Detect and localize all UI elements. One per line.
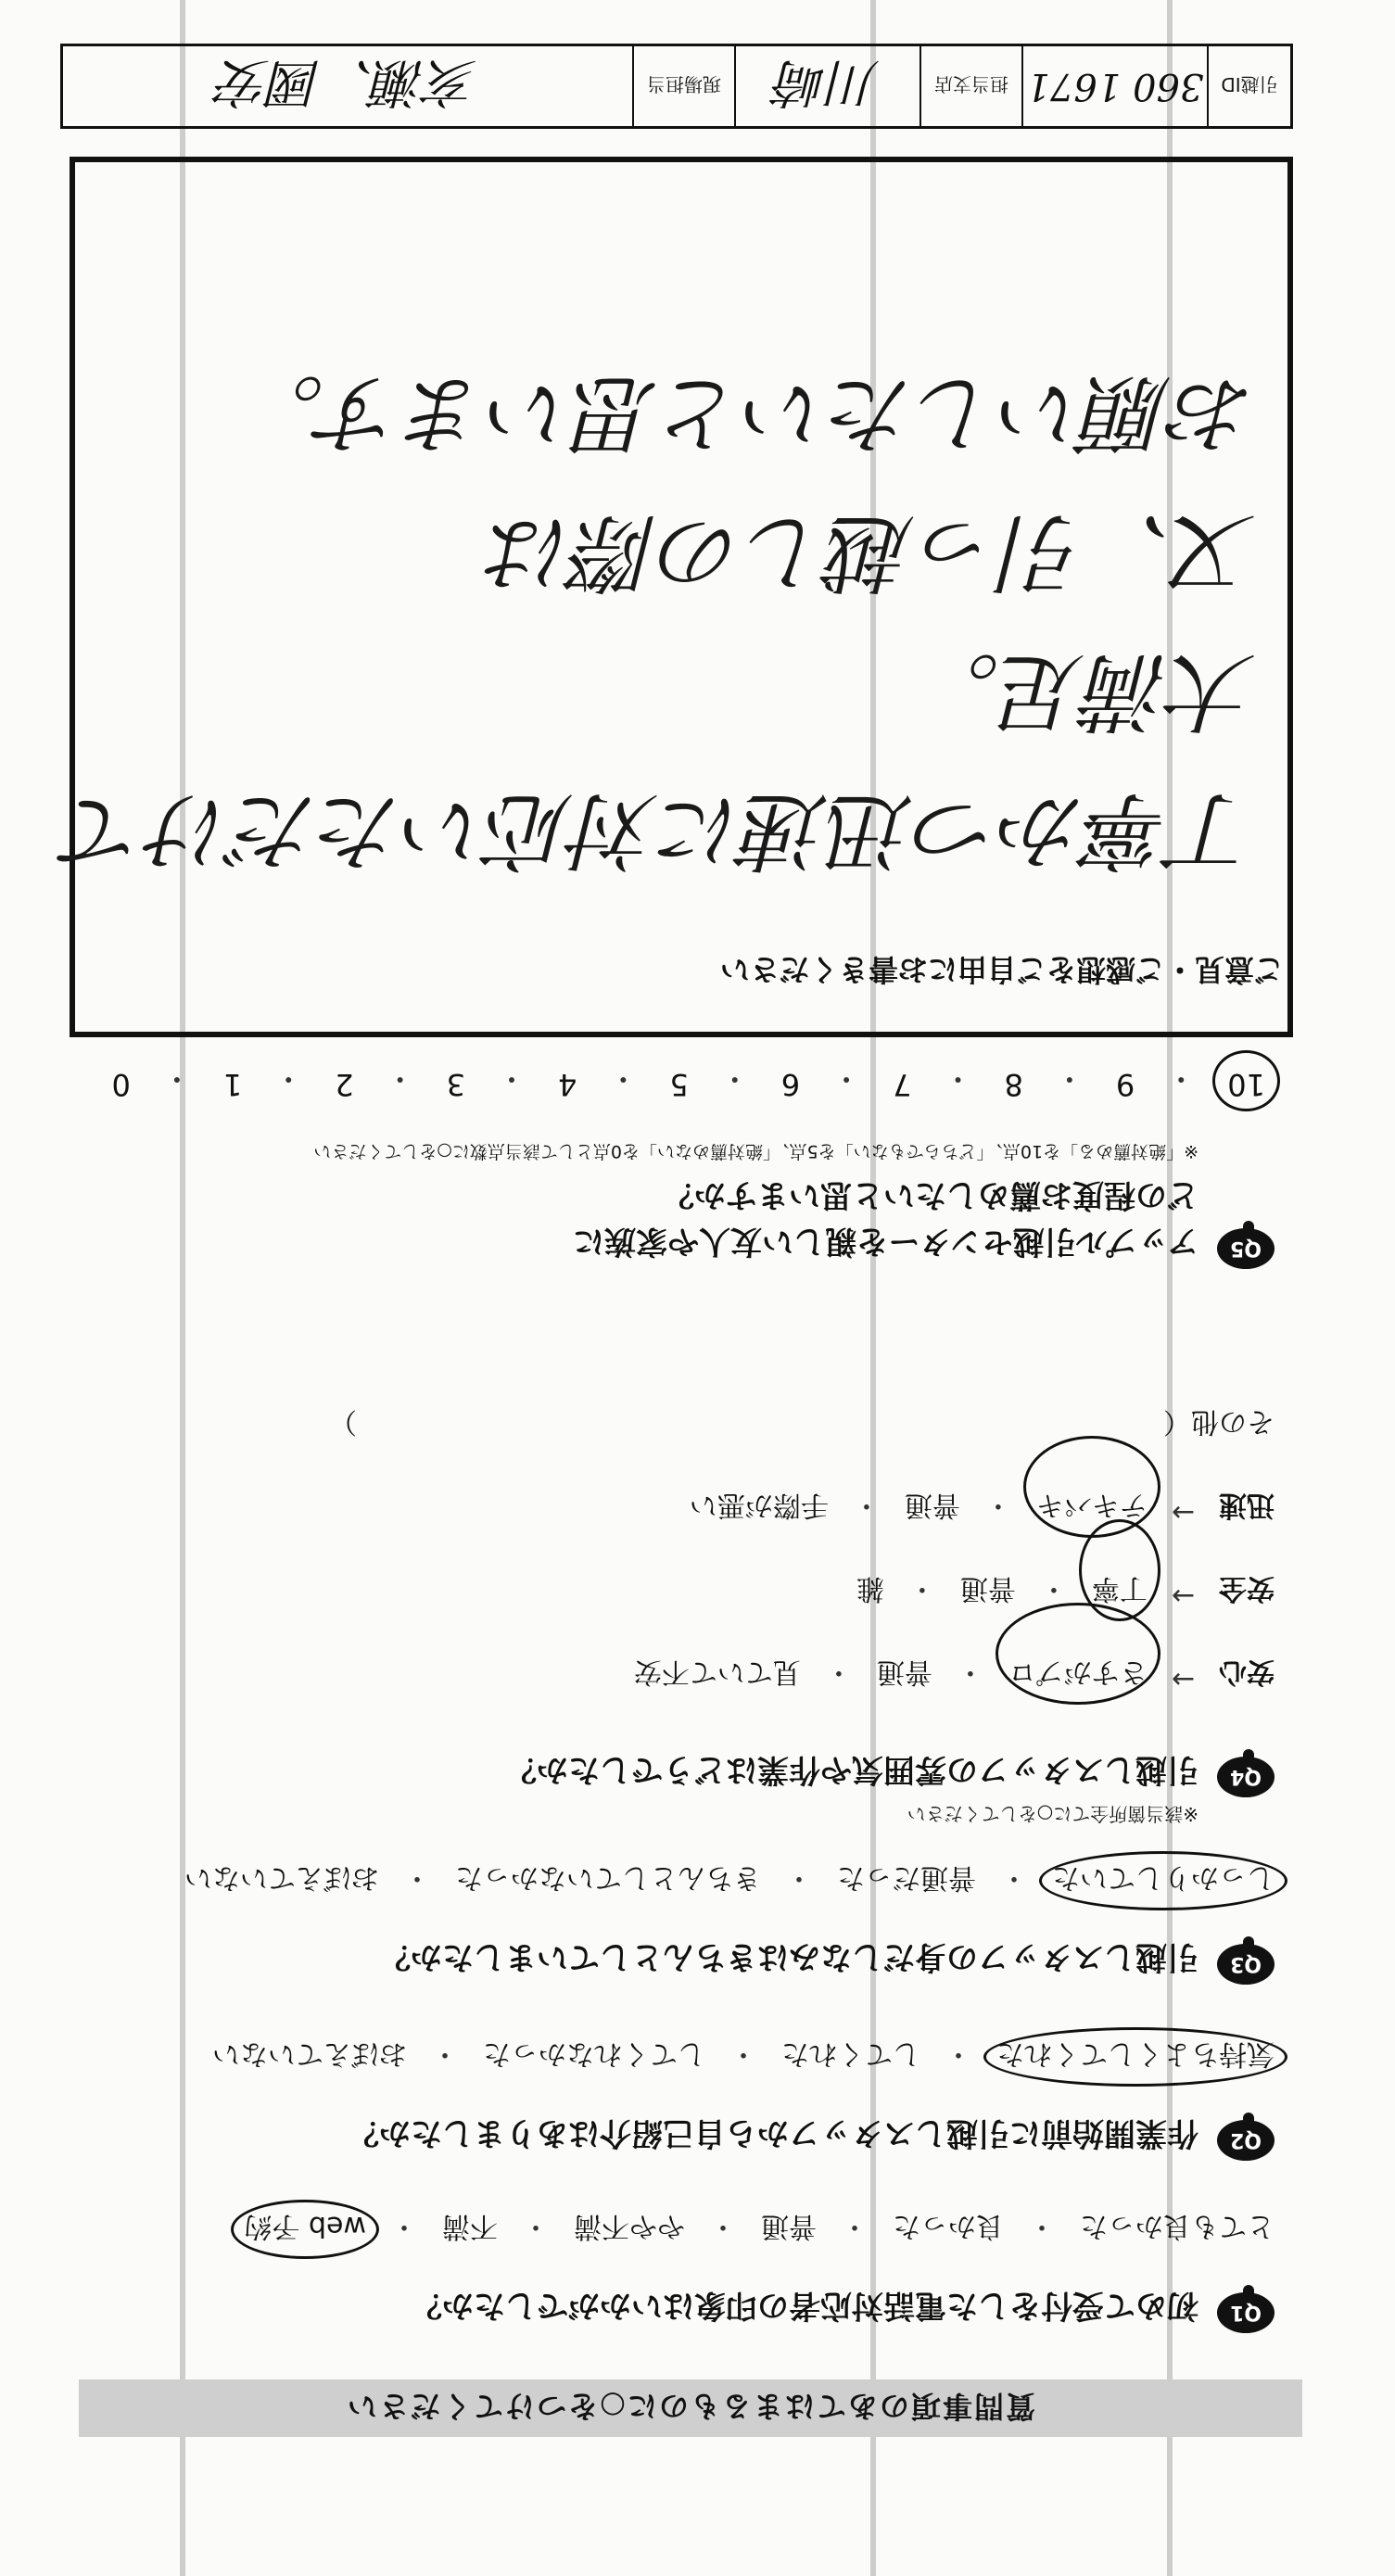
option: 手際が悪い <box>689 1489 829 1521</box>
score: 5 <box>669 1067 689 1102</box>
score: 0 <box>111 1067 131 1102</box>
option: 普通 <box>959 1572 1016 1605</box>
option: 雑 <box>856 1572 884 1605</box>
option-circled: さすがプロ <box>1008 1612 1148 1695</box>
answer-options: 気持ちよくしてくれた ・ してくれた ・ してくれなかった ・ おぼえていない <box>212 2037 1275 2077</box>
other-row <box>329 1362 1275 1445</box>
option: やや不満 <box>574 2210 685 2242</box>
answer-row: 安全 → 丁寧 ・ 普通 ・ 雑 <box>329 1529 1275 1612</box>
question-text: 作業開始前に引越しスタッフから自己紹介はありましたか？ <box>348 2114 1198 2151</box>
option-circled: 気持ちよくしてくれた <box>996 2037 1275 2077</box>
branch-label: 担当支店 <box>919 46 1021 126</box>
score: 3 <box>446 1067 466 1102</box>
row-label: 安心 <box>1219 1656 1275 1688</box>
question-text: 引越しスタッフの雰囲気や作業はどうでしたか？ <box>505 1751 1198 1788</box>
question-badge: Q3 <box>1217 1944 1275 1985</box>
option-circled: テキパキ <box>1036 1445 1148 1529</box>
answer-options: しっかりしていた ・ 普通だった ・ きちんとしていなかった ・ おぼえていない <box>184 1860 1275 1901</box>
option: 普通 <box>904 1489 960 1521</box>
option-circled: web 予約 <box>244 2209 366 2250</box>
score: 9 <box>1115 1067 1135 1102</box>
handwritten-line: 丁寧かつ迅速に対応いただけて <box>61 780 1256 880</box>
info-table <box>60 44 1293 129</box>
option: おぼえていない <box>184 1861 379 1894</box>
answer-rows <box>329 1362 1275 1695</box>
question-badge: Q2 <box>1217 2120 1275 2161</box>
score: 6 <box>780 1067 801 1102</box>
instructions-band: 質問事項のあてはまるものに○をつけてください <box>79 2379 1302 2437</box>
score: 8 <box>1004 1067 1023 1102</box>
leader-label: 現場担当 <box>632 46 734 126</box>
question-note: ※「絶対薦める」を10点、「どちらでもない」を5点、「絶対薦めない」を0点として該当点数に○をしてください <box>313 1141 1198 1161</box>
option: 良かった <box>893 2210 1004 2242</box>
question-text: アップル引越センターを親しい友人や家族に <box>573 1223 1198 1260</box>
handwritten-line: 又、引っ越しの際は <box>488 502 1256 602</box>
answer-options: とても良かった ・ 良かった ・ 普通 ・ やや不満 ・ 不満 ・ web 予約 <box>244 2209 1275 2250</box>
answer-row: 安心 → さすがプロ ・ 普通 ・ 見ていて不安 <box>329 1612 1275 1695</box>
comment-title: ご意見・ご感想をご自由にお書きください <box>719 952 1284 987</box>
option-circled: しっかりしていた <box>1052 1860 1275 1901</box>
leader-value: 亥瀬、國安 <box>218 52 477 112</box>
option: してくれなかった <box>483 2037 705 2070</box>
row-label: 迅速 <box>1219 1489 1275 1521</box>
score: 7 <box>893 1067 912 1102</box>
id-value: 360 1671 <box>1021 46 1207 126</box>
option: してくれた <box>781 2037 920 2070</box>
id-label: 引越ID <box>1207 46 1290 126</box>
question-text-line2: どの程度お薦めしたいと思いますか？ <box>663 1176 1198 1213</box>
option: 普通だった <box>837 1861 976 1894</box>
row-label: 安全 <box>1219 1572 1275 1605</box>
handwritten-line: 大満足。 <box>914 641 1256 741</box>
option: きちんとしていなかった <box>455 1861 761 1894</box>
score: 2 <box>335 1067 354 1102</box>
score-scale: 10 ・ 9 ・ 8 ・ 7 ・ 6 ・ 5 ・ 4 ・ 3 ・ 2 ・ 1 ・ 0 <box>111 1061 1265 1102</box>
score: 1 <box>222 1067 243 1102</box>
option: おぼえていない <box>212 2037 407 2070</box>
score-circled: 10 <box>1227 1060 1265 1102</box>
option: 普通 <box>761 2210 817 2242</box>
question-badge: Q4 <box>1217 1757 1275 1797</box>
option: 不満 <box>442 2210 498 2242</box>
question-badge: Q5 <box>1217 1228 1275 1269</box>
other-label: その他（ ） <box>329 1405 1275 1438</box>
option: 見ていて不安 <box>633 1656 801 1688</box>
option: とても良かった <box>1080 2210 1275 2242</box>
option: 普通 <box>876 1656 932 1688</box>
question-note: ※該当箇所全てに○をしてください <box>907 1803 1198 1825</box>
branch-value: 川崎 <box>734 46 919 126</box>
answer-row: 迅速 → テキパキ ・ 普通 ・ 手際が悪い <box>329 1445 1275 1529</box>
question-text: 初めて受付をした電話対応者の印象はいかがでしたか？ <box>411 2287 1198 2324</box>
handwritten-line: お願いしたいと思います。 <box>239 363 1256 463</box>
score: 4 <box>558 1067 577 1102</box>
option-circled: 丁寧 <box>1092 1529 1148 1612</box>
question-badge: Q1 <box>1217 2292 1275 2333</box>
question-text: 引越しスタッフの身だしなみはきちんとしていましたか？ <box>379 1938 1198 1975</box>
